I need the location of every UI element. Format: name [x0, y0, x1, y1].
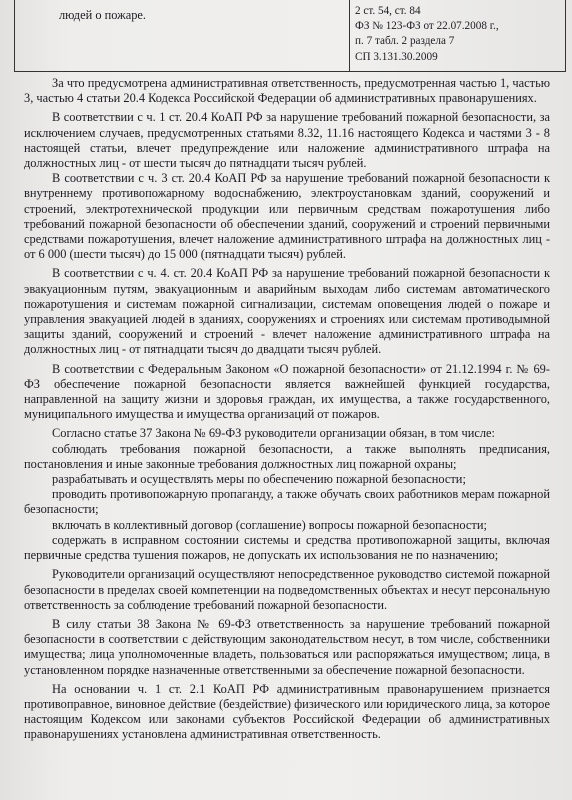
reference-line: СП 3.131.30.2009 — [355, 50, 438, 63]
table-cell-references — [355, 4, 560, 65]
paragraph: В соответствии с ч. 4. ст. 20.4 КоАП РФ за нарушение требований пожарной безопасности к эвакуационным путям, эвакуационным и аварийным выходам либо системам автоматического пожаротушения и системам пожарной сигнализации, системам оповещения людей о пожаре и управления эвакуацией людей в зданиях, сооружениях и строениях или системам противодымной защиты зданий, сооружений и строений - влечет наложение административного штрафа на должностных лиц - от пятнадцати тысяч до двадцати тысяч рублей. — [24, 266, 550, 357]
table-cell-description — [15, 0, 350, 71]
paragraph: За что предусмотрена административная ответственность, предусмотренная частью 1, частью 3, частью 4 статьи 20.4 Кодекса Российской Федерации об административных правонарушениях. — [24, 76, 550, 106]
paragraph: На основании ч. 1 ст. 2.1 КоАП РФ административным правонарушением признается противоправное, виновное действие (бездействие) физического или юридического лица, за которое настоящим Кодексом или законами субъектов Российской Федерации об административных правонарушениях установлена административная ответственность. — [24, 681, 550, 742]
paragraph: В соответствии с Федеральным Законом «О пожарной безопасности» от 21.12.1994 г. № 69-ФЗ обеспечение пожарной безопасности является важнейшей функцией государства, направленной на защиту жизни и здоровья граждан, их имущества, а также государственного, муниципального имущества и имущества организаций от пожаров. — [24, 361, 550, 422]
paragraph: Согласно статье 37 Закона № 69-ФЗ руководители организации обязан, в том числе: — [52, 426, 495, 441]
list-item: включать в коллективный договор (соглашение) вопросы пожарной безопасности; — [52, 517, 487, 532]
reference-line: ФЗ № 123-ФЗ от 22.07.2008 г., — [355, 20, 499, 33]
document-body — [24, 76, 550, 743]
list-item: содержать в исправном состоянии системы и средства противопожарной защиты, включая первичные средства тушения пожаров, не допускать их использования не по назначению; — [24, 532, 550, 563]
reference-table — [14, 0, 566, 72]
paragraph: В силу статьи 38 Закона № 69-ФЗ ответственность за нарушение требований пожарной безопасности в соответствии с действующим законодательством несут, в том числе, собственники имущества; лица уполномоченные владеть, пользоваться или распоряжаться имуществом; лица, в установленном порядке назначенные ответственными за обеспечение пожарной безопасности. — [24, 616, 550, 677]
list-item: разрабатывать и осуществлять меры по обеспечению пожарной безопасности; — [52, 472, 466, 487]
reference-line: 2 ст. 54, ст. 84 — [355, 5, 421, 17]
reference-line: п. 7 табл. 2 раздела 7 — [355, 35, 455, 48]
list-item: проводить противопожарную пропаганду, а также обучать своих работников мерам пожарной безопасности; — [24, 487, 550, 517]
list-item: соблюдать требования пожарной безопасности, а также выполнять предписания, постановления и иные законные требования должностных лиц пожарной охраны; — [24, 441, 550, 471]
paragraph: В соответствии с ч. 1 ст. 20.4 КоАП РФ за нарушение требований пожарной безопасности, за исключением случаев, предусмотренных статьями 8.32, 11.16 настоящего Кодекса и частями 3 - 8 настоящей статьи, влечет предупреждение или наложение административного штрафа на должностных лиц - от шести тысяч до пятнадцати тысяч рублей. — [24, 110, 550, 171]
table-cell-text: людей о пожаре. — [59, 8, 147, 22]
paragraph: В соответствии с ч. 3 ст. 20.4 КоАП РФ за нарушение требований пожарной безопасности к внутреннему противопожарному водоснабжению, электроустановкам зданий, сооружений и строений, электротехнической продукции или первичным средствам пожаротушения либо требований пожарной безопасности об обеспечении зданий, сооружений и строений первичными средствами пожаротушения, влечет наложение административного штрафа на должностных лиц - от 6 000 (шести тысяч) до 15 000 (пятнадцати тысяч) рублей. — [24, 171, 550, 262]
paragraph: Руководители организаций осуществляют непосредственное руководство системой пожарной безопасности в пределах своей компетенции на подведомственных объектах и несут персональную ответственность за соблюдение требований пожарной безопасности. — [24, 567, 550, 612]
